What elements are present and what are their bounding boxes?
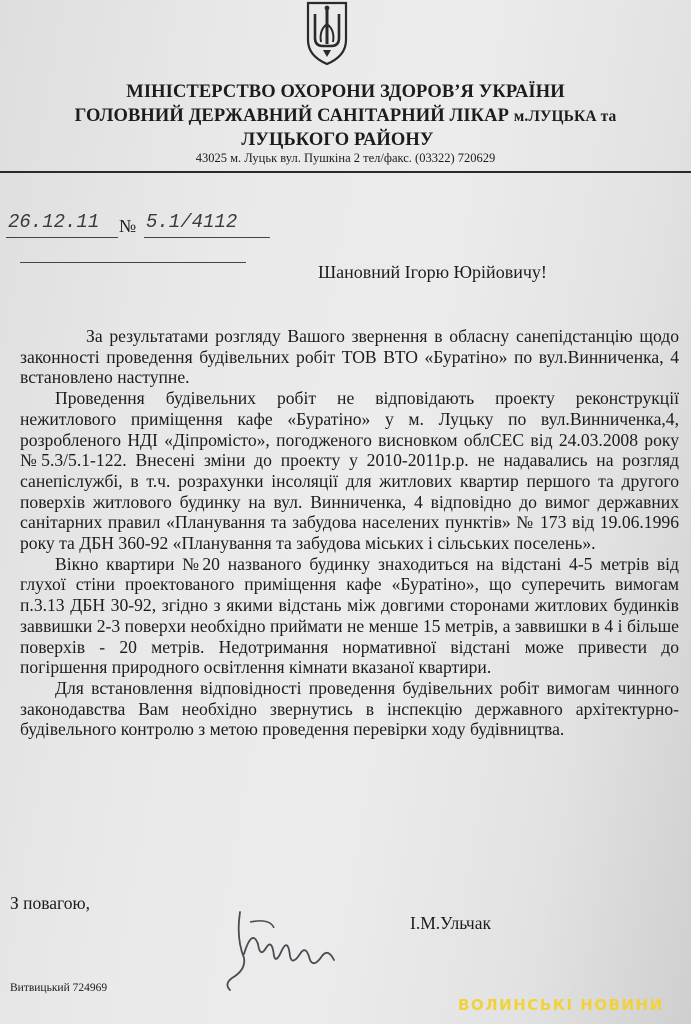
paragraph-project-violations: Проведення будівельних робіт не відповідають проекту реконструкції нежитлового приміщення кафе «Буратіно» у м. Луцьку по вул.Винниченка,4, розробленого НДІ «Діпромісто», погодженого висновком облСЕС від 24.03.2008 року №5.3/5.1-122. Внесені зміни до проекту у 2010-2011р.р. не надавались на розгляд санепіслужбі, в т.ч. розрахунки інсоляції для житлових квартир першого та другого поверхів житлового будинку на вул. Винниченка, 4 відповідно до вимог державних санітарних правил «Планування та забудова населених пунктів» № 173 від 19.06.1996 року та ДБН 360-92 «Планування та забудова міських і сільських поселень». — [20, 388, 679, 554]
closing-phrase: З повагою, — [10, 893, 90, 913]
salutation: Шановний Ігорю Юрійовичу! — [318, 262, 547, 282]
letter-body — [20, 326, 679, 740]
executor-note: Витвицький 724969 — [10, 982, 108, 994]
date-underline — [6, 237, 118, 238]
letter-date: 26.12.11 — [8, 211, 100, 233]
paragraph-window-distance: Вікно квартири №20 названого будинку знаходиться на відстані 4-5 метрів від глухої стіни проектованого приміщення кафе «Буратіно», що суперечить вимогам п.3.13 ДБН 30-92, згідно з якими відстань між довгими сторонами житлових будинків заввишки 2-3 поверхи необхідно приймати не менше 15 метрів, а заввишки в 4 і більше поверхів - 20 метрів. Недотримання нормативної відстані може привести до погіршення природного освітлення кімнати вказаної квартири. — [20, 553, 679, 678]
paragraph-findings-intro: За результатами розгляду Вашого звернення в обласну санепідстанцію щодо законності проведення будівельних робіт ТОВ ВТО «Буратіно» по вул.Винниченка, 4 встановлено наступне. — [20, 326, 679, 388]
district-title: ЛУЦЬКОГО РАЙОНУ — [241, 130, 434, 150]
office-address: 43025 м. Луцьк вул. Пушкіна 2 тел/факс. (03322) 720629 — [195, 151, 496, 165]
trident-emblem-icon — [303, 0, 351, 66]
officer-title — [0, 106, 691, 127]
news-watermark: ВОЛИНСЬКІ НОВИНИ — [458, 996, 664, 1014]
handwritten-signature — [210, 898, 370, 998]
ministry-title: МІНІСТЕРСТВО ОХОРОНИ ЗДОРОВ’Я УКРАЇНИ — [126, 82, 565, 102]
letter-number: 5.1/4112 — [146, 211, 238, 233]
paragraph-recommendation: Для встановлення відповідності проведення будівельних робіт вимогам чинного законодавства Вам необхідно звернутись в інспекцію державного архітектурно-будівельного контролю з метою проведення перевірки ходу будівництва. — [20, 677, 679, 740]
header-divider — [0, 171, 691, 173]
number-label: № — [119, 216, 137, 236]
reply-line — [20, 262, 246, 263]
officer-title-main: ГОЛОВНИЙ ДЕРЖАВНИЙ САНІТАРНИЙ ЛІКАР — [74, 106, 514, 126]
signer-name: І.М.Ульчак — [410, 913, 492, 933]
number-underline — [144, 237, 270, 238]
officer-title-city: м.ЛУЦЬКА та — [513, 108, 617, 125]
